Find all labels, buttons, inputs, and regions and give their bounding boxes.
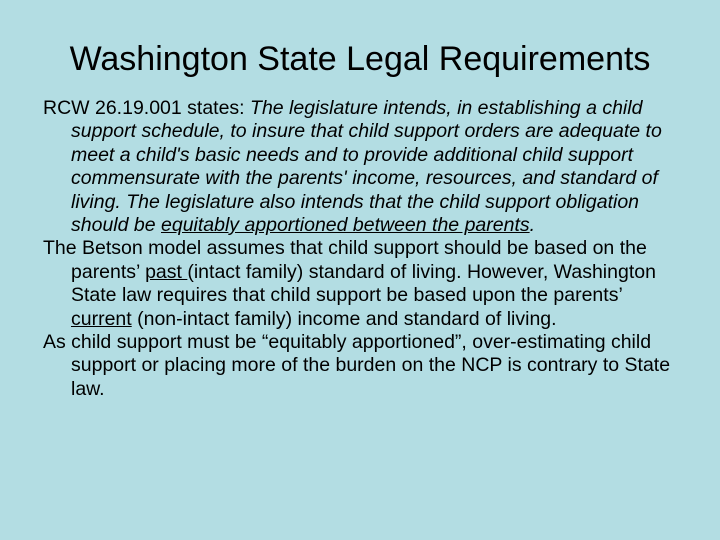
past-word: past (145, 260, 188, 283)
paragraph-betson-model (43, 237, 683, 331)
equitably-apportioned-phrase: equitably apportioned between the parents (161, 214, 530, 237)
paragraph-rcw-statement (43, 97, 683, 237)
slide-title: Washington State Legal Requirements (69, 40, 651, 78)
legislature-quote: The legislature intends, in establishing a child support schedule, to insure that child support orders are adequate to meet a child's basic needs and to provide additional child support commensurate with the parents' income, resources, and standard of living. The legislature also intends that the child support obligation should be (71, 97, 662, 237)
paragraph-conclusion: As child support must be “equitably apportioned”, over-estimating child support or placing more of the burden on the NCP is contrary to State law. (43, 331, 671, 400)
betson-part2: (intact family) standard of living. However, Washington State law requires that child support be based upon the parents’ (71, 260, 656, 307)
rcw-prefix: RCW 26.19.001 states: (43, 97, 251, 119)
betson-part1: The Betson model assumes that child support should be based on the parents’ (43, 237, 647, 283)
slide-body (43, 97, 683, 401)
current-word: current (71, 307, 132, 330)
quote-end: . (529, 214, 536, 237)
betson-part3: (non-intact family) income and standard of living. (131, 307, 557, 330)
